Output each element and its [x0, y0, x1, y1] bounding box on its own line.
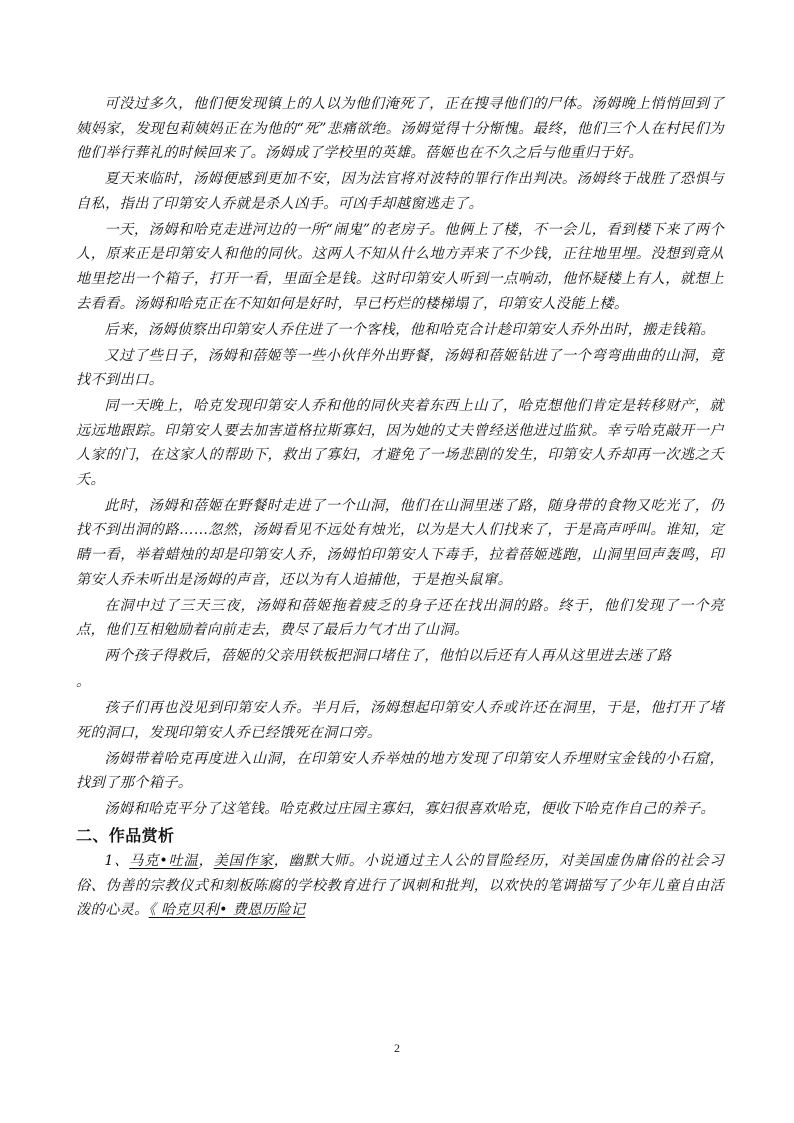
- paragraph-11: 汤姆带着哈克再度进入山洞，在印第安人乔举烛的地方发现了印第安人乔埋财宝金钱的小石窟，找到了那个箱子。: [76, 750, 724, 792]
- paragraph-4: 后来，汤姆侦察出印第安人乔住进了一个客栈，他和哈克合计趁印第安人乔外出时，搬走钱箱。: [104, 321, 715, 338]
- author-nationality: 美国作家: [213, 853, 274, 870]
- section-heading: 二、作品赏析: [76, 826, 175, 846]
- paragraph-2: 夏天来临时，汤姆便感到更加不安，因为法官将对波特的罪行作出判决。汤姆终于战胜了恐惧与自私，指出了印第安人乔就是杀人凶手。可凶手却越窗逃走了。: [76, 171, 724, 212]
- paragraph-12: 汤姆和哈克平分了这笔钱。哈克救过庄园主寡妇，寡妇很喜欢哈克，便收下哈克作自己的养子。: [104, 801, 715, 818]
- paragraph-6: 同一天晚上，哈克发现印第安人乔和他的同伙夹着东西上山了，哈克想他们肯定是转移财产，就远远地跟踪。印第安人要去加害道格拉斯寡妇，因为她的丈夫曾经送他进过监狱。幸亏哈克敲开一户人家的门，在这家人的帮助下，救出了寡妇，才避免了一场悲剧的发生，印第安人乔却再一次逃之夭夭。: [76, 398, 724, 488]
- document-page: [76, 92, 724, 924]
- paragraph-9: 两个孩子得救后，蓓姬的父亲用铁板把洞口堵住了，他怕以后还有人再从这里进去迷了路: [104, 648, 672, 665]
- appreciation-comma: ，: [198, 853, 214, 870]
- paragraph-10: 孩子们再也没见到印第安人乔。半月后，汤姆想起印第安人乔或许还在洞里，于是，他打开了堵死的洞口，发现印第安人乔已经饿死在洞口旁。: [76, 700, 724, 741]
- book-title: 《 哈克贝利• 费恩历险记: [148, 902, 306, 919]
- paragraph-5: 又过了些日子，汤姆和蓓姬等一些小伙伴外出野餐，汤姆和蓓姬钻进了一个弯弯曲曲的山洞，竟找不到出口。: [76, 347, 724, 389]
- paragraph-9-tail: 。: [76, 674, 91, 691]
- appreciation-text: ，幽默大师。小说通过主人公的冒险经历，对美国虚伪庸俗的社会习俗、伪善的宗教仪式和刻板陈腐的学校教育进行了讽刺和批判，以欢快的笔调描写了少年儿童自由活泼的心灵。: [76, 853, 724, 919]
- appreciation-number: 1、: [104, 853, 130, 870]
- paragraph-3: 一天，汤姆和哈克走进河边的一所“闹鬼”的老房子。他俩上了楼，不一会儿，看到楼下来了两个人，原来正是印第安人和他的同伙。这两人不知从什么地方弄来了不少钱，正往地里埋。没想到竟从地里挖出一个箱子，打开一看，里面全是钱。这时印第安人听到一点响动，他怀疑楼上有人，就想上去看看。汤姆和哈克正在不知如何是好时，早已朽烂的楼梯塌了，印第安人没能上楼。: [76, 221, 724, 312]
- page-number: 2: [394, 1041, 400, 1055]
- author-name: 马克•吐温: [129, 853, 199, 870]
- paragraph-1: 可没过多久，他们便发现镇上的人以为他们淹死了，正在搜寻他们的尸体。汤姆晚上悄悄回到了姨妈家，发现包莉姨妈正在为他的“死”悲痛欲绝。汤姆觉得十分惭愧。最终，他们三个人在村民们为他们举行葬礼的时候回来了。汤姆成了学校里的英雄。蓓姬也在不久之后与他重归于好。: [76, 96, 724, 162]
- paragraph-7: 此时，汤姆和蓓姬在野餐时走进了一个山洞，他们在山洞里迷了路，随身带的食物又吃光了，仍找不到出洞的路……忽然，汤姆看见不远处有烛光，以为是大人们找来了，于是高声呼叫。谁知，定睛一看，举着蜡烛的却是印第安人乔，汤姆怕印第安人下毒手，拉着蓓姬逃跑，山洞里回声轰鸣，印第安人乔未听出是汤姆的声音，还以为有人追捕他，于是抱头鼠窜。: [76, 497, 724, 588]
- paragraph-8: 在洞中过了三天三夜，汤姆和蓓姬拖着疲乏的身子还在找出洞的路。终于，他们发现了一个亮点，他们互相勉励着向前走去，费尽了最后力气才出了山洞。: [76, 597, 724, 639]
- appreciation-paragraph: [76, 849, 724, 923]
